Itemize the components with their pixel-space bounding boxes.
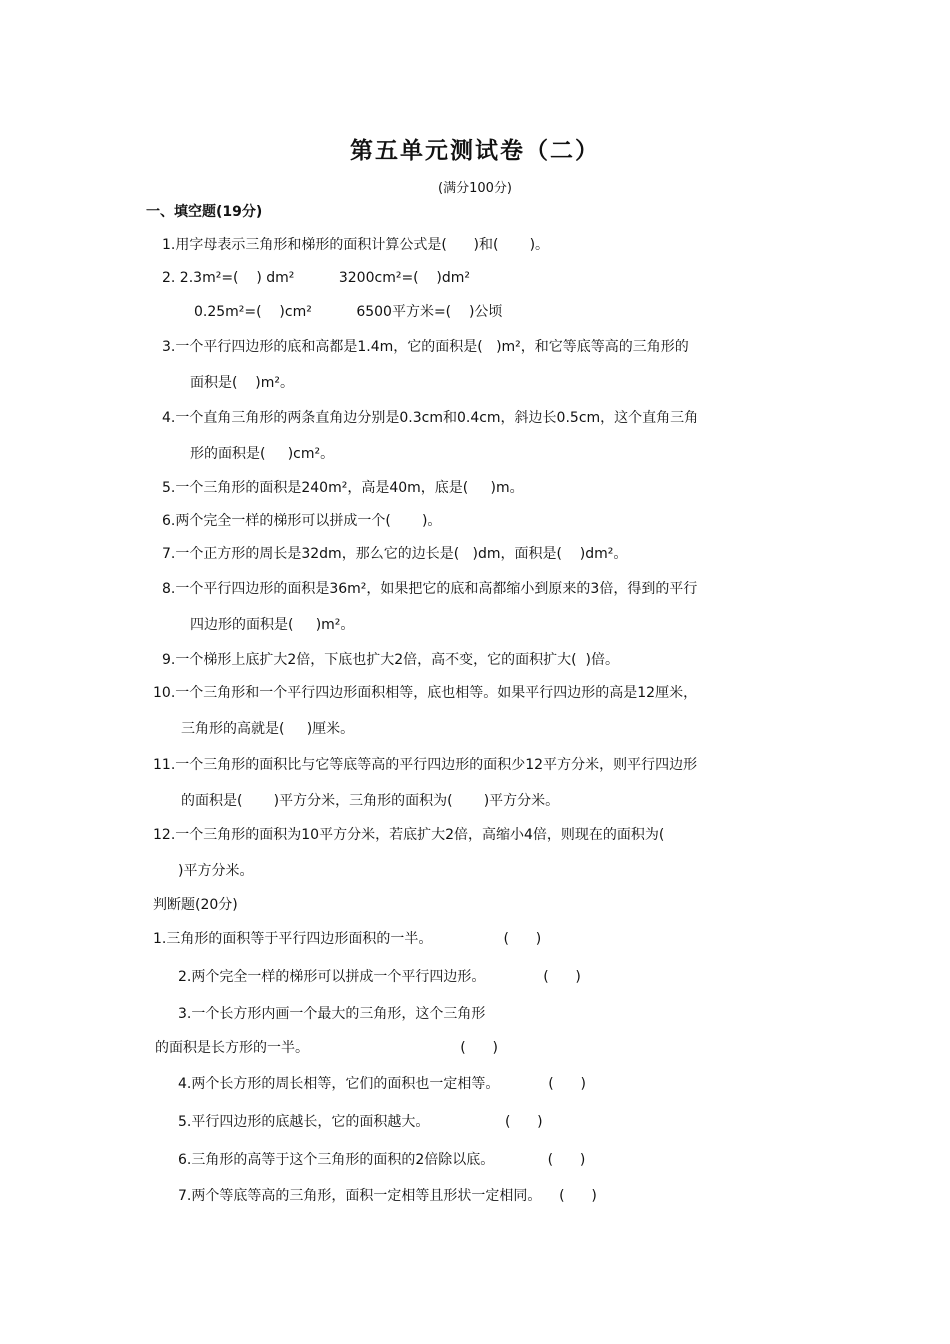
- judgement-line: 2.两个完全一样的梯形可以拼成一个平行四边形。 ( ): [178, 969, 581, 985]
- question-line: 2. 2.3m²=( ) dm² 3200cm²=( )dm²: [162, 270, 471, 286]
- question-line: 11.一个三角形的面积比与它等底等高的平行四边形的面积少12平方分米，则平行四边形: [153, 757, 698, 773]
- judgement-line: 7.两个等底等高的三角形，面积一定相等且形状一定相同。 ( ): [178, 1188, 597, 1204]
- question-line: 12.一个三角形的面积为10平方分米，若底扩大2倍，高缩小4倍，则现在的面积为(: [153, 827, 665, 843]
- question-line: 的面积是( )平方分米，三角形的面积为( )平方分米。: [181, 793, 560, 809]
- question-line: 10.一个三角形和一个平行四边形面积相等，底也相等。如果平行四边形的高是12厘米，: [153, 685, 698, 701]
- question-line: 三角形的高就是( )厘米。: [181, 721, 355, 737]
- question-line: 1.用字母表示三角形和梯形的面积计算公式是( )和( )。: [162, 237, 550, 253]
- judgement-line: 5.平行四边形的底越长，它的面积越大。 ( ): [178, 1114, 543, 1130]
- judgement-line: 1.三角形的面积等于平行四边形面积的一半。 ( ): [153, 931, 542, 947]
- question-line: 9.一个梯形上底扩大2倍，下底也扩大2倍，高不变，它的面积扩大( )倍。: [162, 652, 619, 668]
- judgement-line: 6.三角形的高等于这个三角形的面积的2倍除以底。 ( ): [178, 1152, 586, 1168]
- question-line: )平方分米。: [178, 863, 254, 879]
- question-line: 四边形的面积是( )m²。: [190, 617, 355, 633]
- page-title: 第五单元测试卷（二）: [350, 138, 600, 164]
- question-line: 6.两个完全一样的梯形可以拼成一个( )。: [162, 513, 442, 529]
- question-line: 7.一个正方形的周长是32dm，那么它的边长是( )dm，面积是( )dm²。: [162, 546, 628, 562]
- section-heading-true-false: 判断题(20分): [153, 897, 238, 913]
- question-line: 4.一个直角三角形的两条直角边分别是0.3cm和0.4cm，斜边长0.5cm，这个直角三角: [162, 410, 699, 426]
- question-line: 0.25m²=( )cm² 6500平方米=( )公顷: [194, 304, 503, 320]
- question-line: 3.一个平行四边形的底和高都是1.4m，它的面积是( )m²，和它等底等高的三角形的: [162, 339, 689, 355]
- page-subtitle: (满分100分): [438, 181, 512, 196]
- question-line: 8.一个平行四边形的面积是36m²，如果把它的底和高都缩小到原来的3倍，得到的平行: [162, 581, 698, 597]
- question-line: 5.一个三角形的面积是240m²，高是40m，底是( )m。: [162, 480, 524, 496]
- judgement-line: 的面积是长方形的一半。 ( ): [155, 1040, 498, 1056]
- section-heading-fill-blanks: 一、填空题(19分): [146, 204, 263, 220]
- question-line: 形的面积是( )cm²。: [190, 446, 335, 462]
- question-line: 面积是( )m²。: [190, 375, 294, 391]
- judgement-line: 4.两个长方形的周长相等，它们的面积也一定相等。 ( ): [178, 1076, 586, 1092]
- judgement-line: 3.一个长方形内画一个最大的三角形，这个三角形: [178, 1006, 486, 1022]
